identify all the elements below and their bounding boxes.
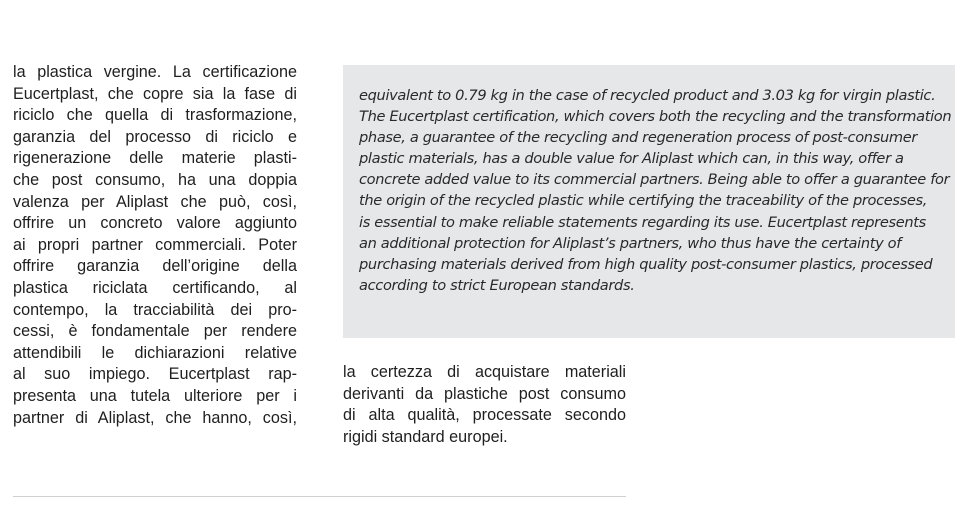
italian-text-column-right — [343, 362, 626, 448]
paragraph-line: partner di Aliplast, che hanno, così, — [13, 408, 297, 427]
translation-line: equivalent to 0.79 kg in the case of recycled product and 3.03 kg for virgin plastic. — [359, 87, 936, 104]
paragraph-line: che post consumo, ha una doppia — [13, 170, 297, 189]
translation-line: phase, a guarantee of the recycling and regeneration process of post-consumer — [359, 129, 917, 147]
italian-text-column-left — [13, 62, 297, 429]
english-translation-text — [359, 85, 952, 296]
translation-line: according to strict European standards. — [359, 276, 635, 294]
translation-line: The Eucertplast certification, which covers both the recycling and the transformation — [359, 108, 952, 126]
paragraph-line: contempo, la tracciabilità dei pro- — [13, 300, 297, 319]
paragraph-line: cessi, è fondamentale per rendere — [13, 322, 297, 341]
paragraph-line: rigenerazione delle materie plasti- — [13, 149, 297, 168]
translation-line: the origin of the recycled plastic while certifying the traceability of the processes, — [359, 192, 928, 210]
translation-line: an additional protection for Aliplast’s partners, who thus have the certainty of — [359, 234, 902, 252]
footer-divider — [13, 496, 626, 497]
translation-line: is essential to make reliable statements regarding its use. Eucertplast represents — [359, 213, 926, 231]
paragraph-line: Eucertplast, che copre sia la fase di — [13, 84, 297, 103]
paragraph-line: ai propri partner commerciali. Poter — [13, 235, 297, 254]
paragraph-line: garanzia del processo di riciclo e — [13, 127, 297, 146]
paragraph-line: presenta una tutela ulteriore per i — [13, 386, 297, 405]
paragraph-line: la certezza di acquistare materiali — [343, 363, 626, 381]
paragraph-line: offrire un concreto valore aggiunto — [13, 214, 297, 233]
paragraph-line: al suo impiego. Eucertplast rap- — [13, 365, 297, 384]
english-translation-box — [343, 65, 955, 338]
paragraph-line: la plastica vergine. La certificazione — [13, 63, 297, 81]
translation-line: purchasing materials derived from high quality post-consumer plastics, processed — [359, 255, 933, 273]
translation-line: concrete added value to its commercial partners. Being able to offer a guarantee for — [359, 171, 950, 189]
translation-line: plastic materials, has a double value for Aliplast which can, in this way, offer a — [359, 150, 904, 168]
paragraph-line: valenza per Aliplast che può, così, — [13, 192, 297, 211]
paragraph-line: di alta qualità, processate secondo — [343, 406, 626, 425]
paragraph-line: derivanti da plastiche post consumo — [343, 384, 626, 403]
paragraph-line: rigidi standard europei. — [343, 427, 508, 446]
paragraph-line: offrire garanzia dell’origine della — [13, 257, 297, 276]
paragraph-line: plastica riciclata certificando, al — [13, 278, 297, 297]
paragraph-line: riciclo che quella di trasformazione, — [13, 106, 297, 125]
paragraph-line: attendibili le dichiarazioni relative — [13, 343, 297, 362]
